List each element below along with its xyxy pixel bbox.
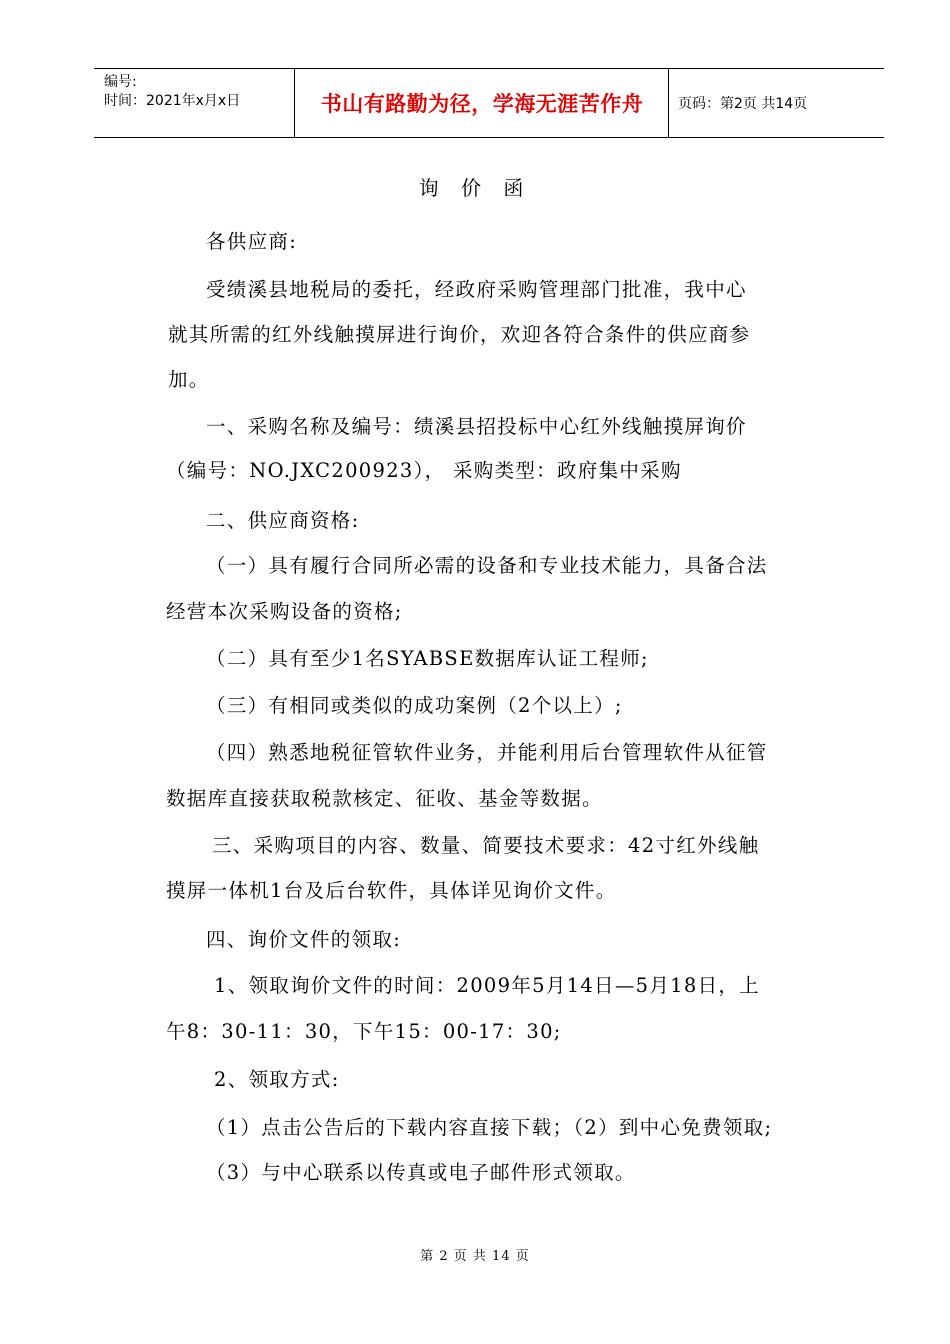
- body-line: 加。: [168, 368, 210, 391]
- body-line: 摸屏一体机1台及后台软件，具体详见询价文件。: [166, 879, 617, 902]
- body-line: 2、领取方式:: [214, 1068, 340, 1091]
- body-line: （1）点击公告后的下载内容直接下载；（2）到中心免费领取;: [206, 1116, 773, 1139]
- time-label: 时间：2021年x月x日: [104, 93, 241, 109]
- header-divider: [668, 69, 669, 137]
- document-title: 询 价 函: [418, 176, 532, 200]
- body-line: （一）具有履行合同所必需的设备和专业技术能力，具备合法: [206, 554, 768, 577]
- body-line: （3）与中心联系以传真或电子邮件形式领取。: [206, 1161, 636, 1184]
- body-line: 经营本次采购设备的资格;: [166, 600, 403, 623]
- body-line: 四、询价文件的领取:: [206, 928, 402, 951]
- body-line: 午8：30-11：30，下午15：00-17：30;: [166, 1020, 562, 1043]
- header-meta: [104, 73, 240, 111]
- header-page-number: 页码：第2页 共14页: [678, 96, 808, 112]
- body-line: 三、采购项目的内容、数量、简要技术要求：42寸红外线触: [212, 834, 760, 857]
- body-line: （编号：NO.JXC200923）， 采购类型：政府集中采购: [166, 459, 682, 482]
- header-motto: 书山有路勤为径，学海无涯苦作舟: [320, 92, 644, 116]
- document-header: [94, 68, 884, 138]
- body-line: 数据库直接获取税款核定、征收、基金等数据。: [166, 787, 603, 810]
- number-label: 编号:: [104, 74, 137, 90]
- body-line: （二）具有至少1名SYABSE数据库认证工程师;: [206, 647, 649, 670]
- body-line: （四）熟悉地税征管软件业务，并能利用后台管理软件从征管: [206, 741, 768, 764]
- body-line: 二、供应商资格:: [206, 509, 360, 532]
- body-line: 各供应商:: [206, 230, 298, 253]
- page-footer: 第 2 页 共 14 页: [420, 1249, 530, 1264]
- body-line: 一、采购名称及编号：绩溪县招投标中心红外线触摸屏询价: [206, 415, 747, 438]
- body-line: 就其所需的红外线触摸屏进行询价，欢迎各符合条件的供应商参: [168, 323, 751, 346]
- header-divider: [294, 69, 295, 137]
- body-line: 1、领取询价文件的时间：2009年5月14日—5月18日，上: [214, 974, 760, 997]
- body-line: 受绩溪县地税局的委托，经政府采购管理部门批准，我中心: [206, 278, 747, 301]
- body-line: （三）有相同或类似的成功案例（2个以上）;: [206, 694, 623, 717]
